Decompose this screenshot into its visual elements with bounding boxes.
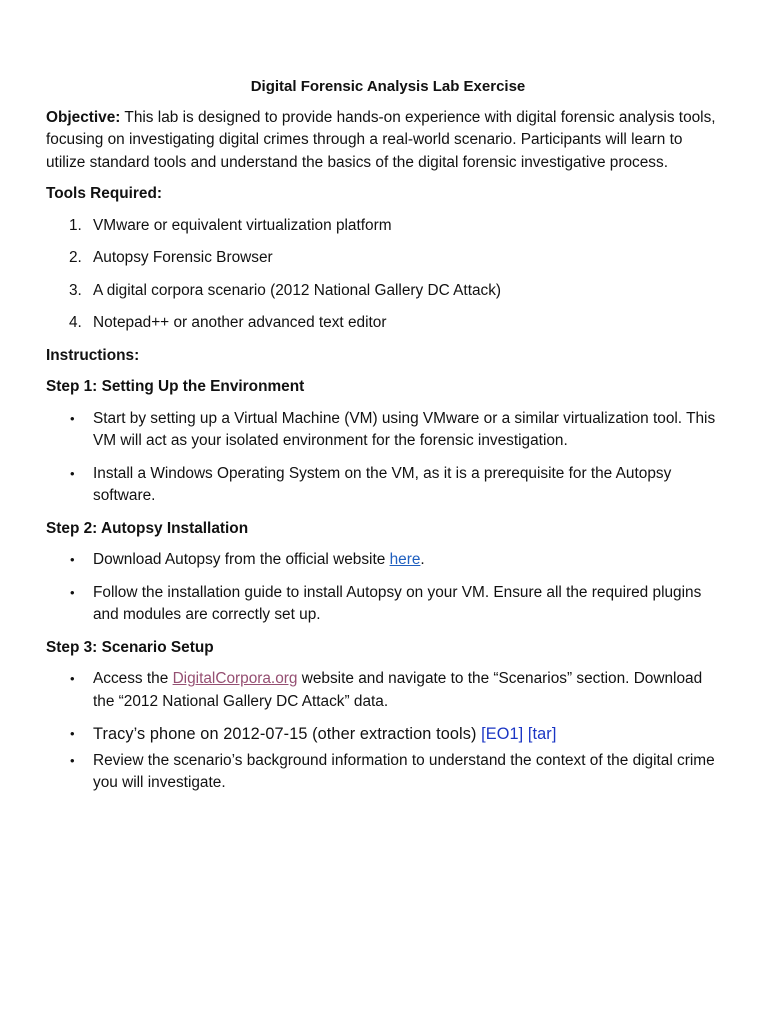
- access-text: Access the: [93, 670, 173, 688]
- tool-text: A digital corpora scenario (2012 National Gallery DC Attack): [93, 281, 502, 299]
- list-number: 2.: [69, 249, 82, 267]
- install-text: Follow the installation guide to install Autopsy on your VM. Ensure all the required plugins and modules are correctly set up.: [93, 583, 702, 624]
- tool-text: VMware or equivalent virtualization platform: [93, 216, 392, 234]
- download-text-end: .: [420, 551, 425, 569]
- tool-text: Notepad++ or another advanced text editor: [93, 314, 387, 332]
- list-item: [46, 408, 722, 453]
- list-item: [46, 582, 722, 627]
- bullet-icon: •: [70, 752, 75, 768]
- step1-item-text: Install a Windows Operating System on the VM, as it is a prerequisite for the Autopsy software.: [93, 464, 672, 505]
- document-title: Digital Forensic Analysis Lab Exercise: [250, 78, 526, 95]
- list-item: [46, 668, 722, 713]
- step1-item-text: Start by setting up a Virtual Machine (VM) using VMware or a similar virtualization tool. This VM will act as your isolated environment for the forensic investigation.: [93, 409, 716, 450]
- document-page: [46, 76, 722, 805]
- access-text-end: website and navigate to the “Scenarios” section. Download the “2012 National Gallery DC Attack” data.: [93, 670, 703, 710]
- tools-list-item: [46, 280, 722, 303]
- list-item: [46, 750, 722, 795]
- objective-text: This lab is designed to provide hands-on experience with digital forensic analysis tools, focusing on investigating digital crimes through a real-world scenario. Participants will learn to utilize standard tools and understand the basics of the digital forensic investigative process.: [46, 108, 716, 171]
- instructions-heading: Instructions:: [46, 346, 140, 364]
- tools-list-item: [46, 312, 722, 335]
- bullet-icon: •: [70, 671, 75, 687]
- bullet-icon: •: [70, 552, 75, 568]
- list-number: 4.: [69, 314, 82, 332]
- eo1-link[interactable]: [EO1]: [481, 725, 524, 744]
- list-item: [46, 723, 722, 746]
- list-item: [46, 463, 722, 508]
- list-number: 3.: [69, 281, 82, 299]
- tools-list-item: [46, 247, 722, 270]
- objective-paragraph: [46, 107, 722, 175]
- step1-list: [46, 408, 722, 508]
- bullet-icon: •: [70, 726, 75, 742]
- list-number: 1.: [69, 216, 82, 234]
- step3-heading: Step 3: Scenario Setup: [46, 638, 214, 656]
- list-item: [46, 549, 722, 572]
- download-text: Download Autopsy from the official website: [93, 551, 390, 569]
- tar-link[interactable]: [tar]: [527, 725, 557, 744]
- autopsy-download-link[interactable]: here: [389, 551, 421, 569]
- step2-list: [46, 549, 722, 627]
- bullet-icon: •: [70, 410, 75, 426]
- tools-list: [46, 215, 722, 335]
- step2-heading: Step 2: Autopsy Installation: [46, 519, 249, 537]
- tools-heading: Tools Required:: [46, 185, 163, 203]
- phone-text: Tracy’s phone on 2012-07-15 (other extraction tools): [93, 725, 482, 744]
- digitalcorpora-link[interactable]: DigitalCorpora.org: [172, 670, 298, 688]
- tool-text: Autopsy Forensic Browser: [93, 249, 273, 267]
- bullet-icon: •: [70, 465, 75, 481]
- review-text: Review the scenario’s background information to understand the context of the digital crime you will investigate.: [93, 751, 715, 792]
- step3-list: [46, 668, 722, 795]
- objective-label: Objective:: [46, 108, 121, 126]
- tools-list-item: [46, 215, 722, 238]
- bullet-icon: •: [70, 584, 75, 600]
- step1-heading: Step 1: Setting Up the Environment: [46, 378, 305, 396]
